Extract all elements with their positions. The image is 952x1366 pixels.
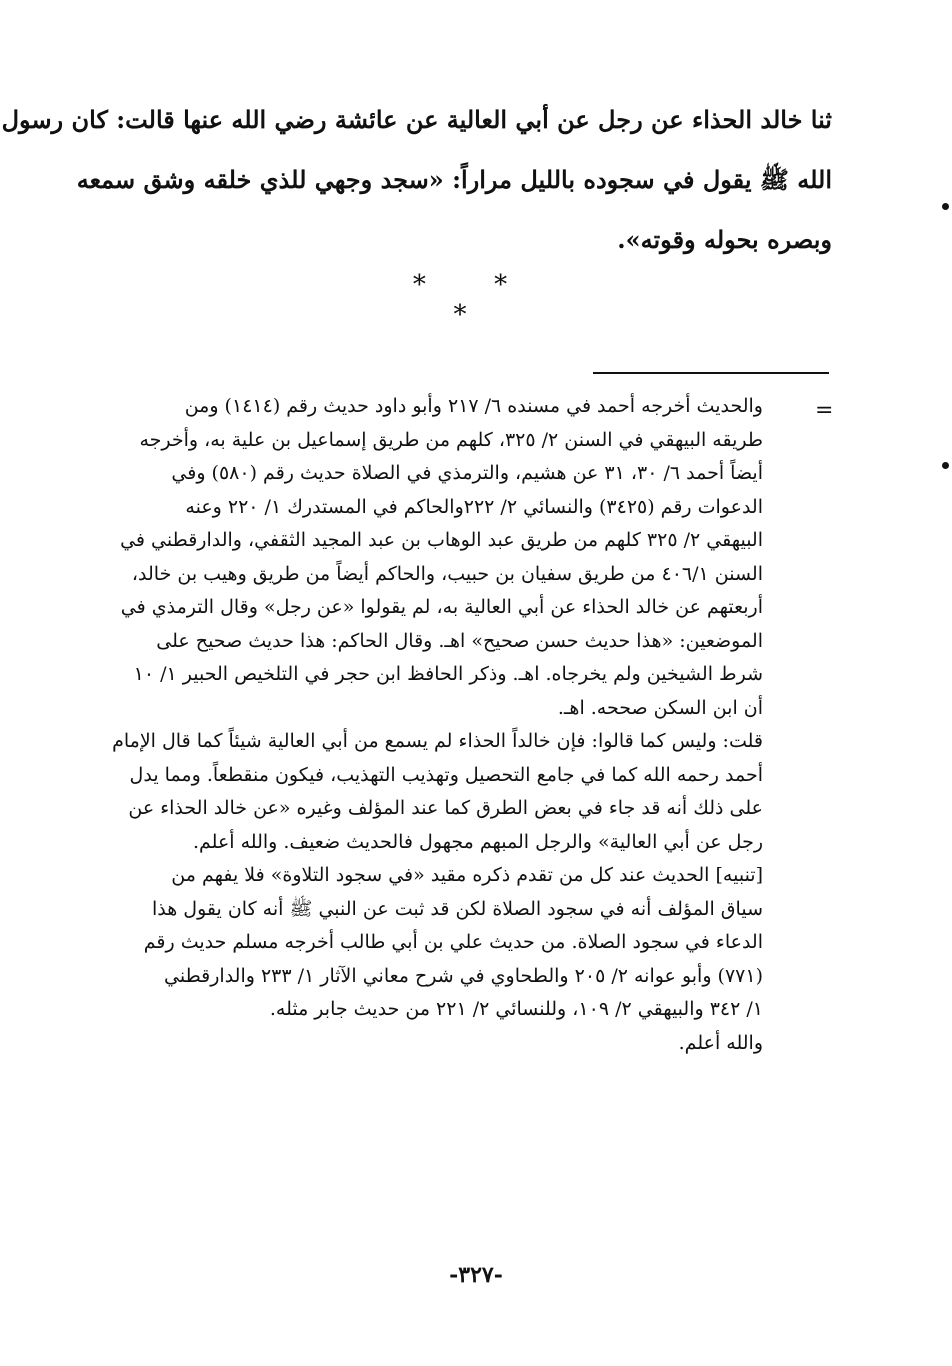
footnote-line: رجل عن أبي العالية» والرجل المبهم مجهول فالحديث ضعيف. والله أعلم.	[192, 830, 763, 853]
footnote-line: ١/ ٣٤٢ والبيهقي ٢/ ١٠٩، وللنسائي ٢/ ٢٢١ من حديث جابر مثله.	[269, 998, 763, 1020]
footnote-line: أن ابن السكن صححه. اهـ.	[557, 696, 763, 719]
footnote-line: طريقه البيهقي في السنن ٢/ ٣٢٥، كلهم من طريق إسماعيل بن علية به، وأخرجه	[139, 428, 763, 451]
footnote-line: سياق المؤلف أنه في سجود الصلاة لكن قد ثبت عن النبي ﷺ أنه كان يقول هذا	[151, 897, 763, 920]
main-text-line: وبصره بحوله وقوته».	[617, 225, 832, 254]
footnote-line: الدعوات رقم (٣٤٢٥) والنسائي ٢/ ٢٢٢والحاكم في المستدرك ١/ ٢٢٠ وعنه	[185, 495, 763, 518]
footnote-line: البيهقي ٢/ ٣٢٥ كلهم من طريق عبد الوهاب بن عبد المجيد الثقفي، والدارقطني في	[120, 529, 763, 551]
footnote-line: على ذلك أنه قد جاء في بعض الطرق كما عند المؤلف وغيره «عن خالد الحذاء عن	[128, 797, 763, 819]
scan-speck	[942, 462, 949, 469]
footnote-line: أيضاً أحمد ٦/ ٣٠، ٣١ عن هشيم، والترمذي في الصلاة حديث رقم (٥٨٠) وفي	[171, 462, 763, 484]
footnote-divider	[593, 372, 829, 374]
page-number: -٣٢٧-	[449, 1262, 503, 1288]
footnote-line: الموضعين: «هذا حديث حسن صحيح» اهـ. وقال الحاكم: هذا حديث صحيح على	[156, 629, 763, 652]
footnote-line: والله أعلم.	[678, 1031, 763, 1054]
footnote-line: والحديث أخرجه أحمد في مسنده ٦/ ٢١٧ وأبو داود حديث رقم (١٤١٤) ومن	[184, 395, 763, 417]
footnote-line: شرط الشيخين ولم يخرجاه. اهـ. وذكر الحافظ ابن حجر في التلخيص الحبير ١/ ١٠	[133, 663, 763, 685]
footnote-continuation-marker: =	[815, 398, 834, 423]
main-text-line: ثنا خالد الحذاء عن رجل عن أبي العالية عن عائشة رضي الله عنها قالت: كان رسول	[1, 105, 832, 134]
footnote-line: الدعاء في سجود الصلاة. من حديث علي بن أبي طالب أخرجه مسلم حديث رقم	[143, 931, 763, 953]
main-text-line: الله ﷺ يقول في سجوده بالليل مراراً: «سجد وجهي للذي خلقه وشق سمعه	[76, 165, 832, 194]
main-text	[1, 90, 832, 270]
footnotes	[112, 390, 763, 1060]
scan-speck	[942, 203, 949, 210]
footnote-line: أربعتهم عن خالد الحذاء عن أبي العالية به، لم يقولوا «عن رجل» وقال الترمذي في	[120, 596, 763, 618]
section-separator: * * *	[412, 270, 538, 330]
footnote-line: السنن ٤٠٦/١ من طريق سفيان بن حبيب، والحاكم أيضاً من طريق وهيب بن خالد،	[131, 562, 763, 585]
footnote-line: أحمد رحمه الله كما في جامع التحصيل وتهذيب التهذيب، فيكون منقطعاً. ومما يدل	[129, 763, 763, 786]
footnote-line: (٧٧١) وأبو عوانه ٢/ ٢٠٥ والطحاوي في شرح معاني الآثار ١/ ٢٣٣ والدارقطني	[164, 964, 763, 987]
footnote-line: قلت: وليس كما قالوا: فإن خالداً الحذاء لم يسمع من أبي العالية شيئاً كما قال الإمام	[112, 730, 763, 752]
footnote-line: [تنبيه] الحديث عند كل من تقدم ذكره مقيد «في سجود التلاوة» فلا يفهم من	[171, 864, 763, 886]
